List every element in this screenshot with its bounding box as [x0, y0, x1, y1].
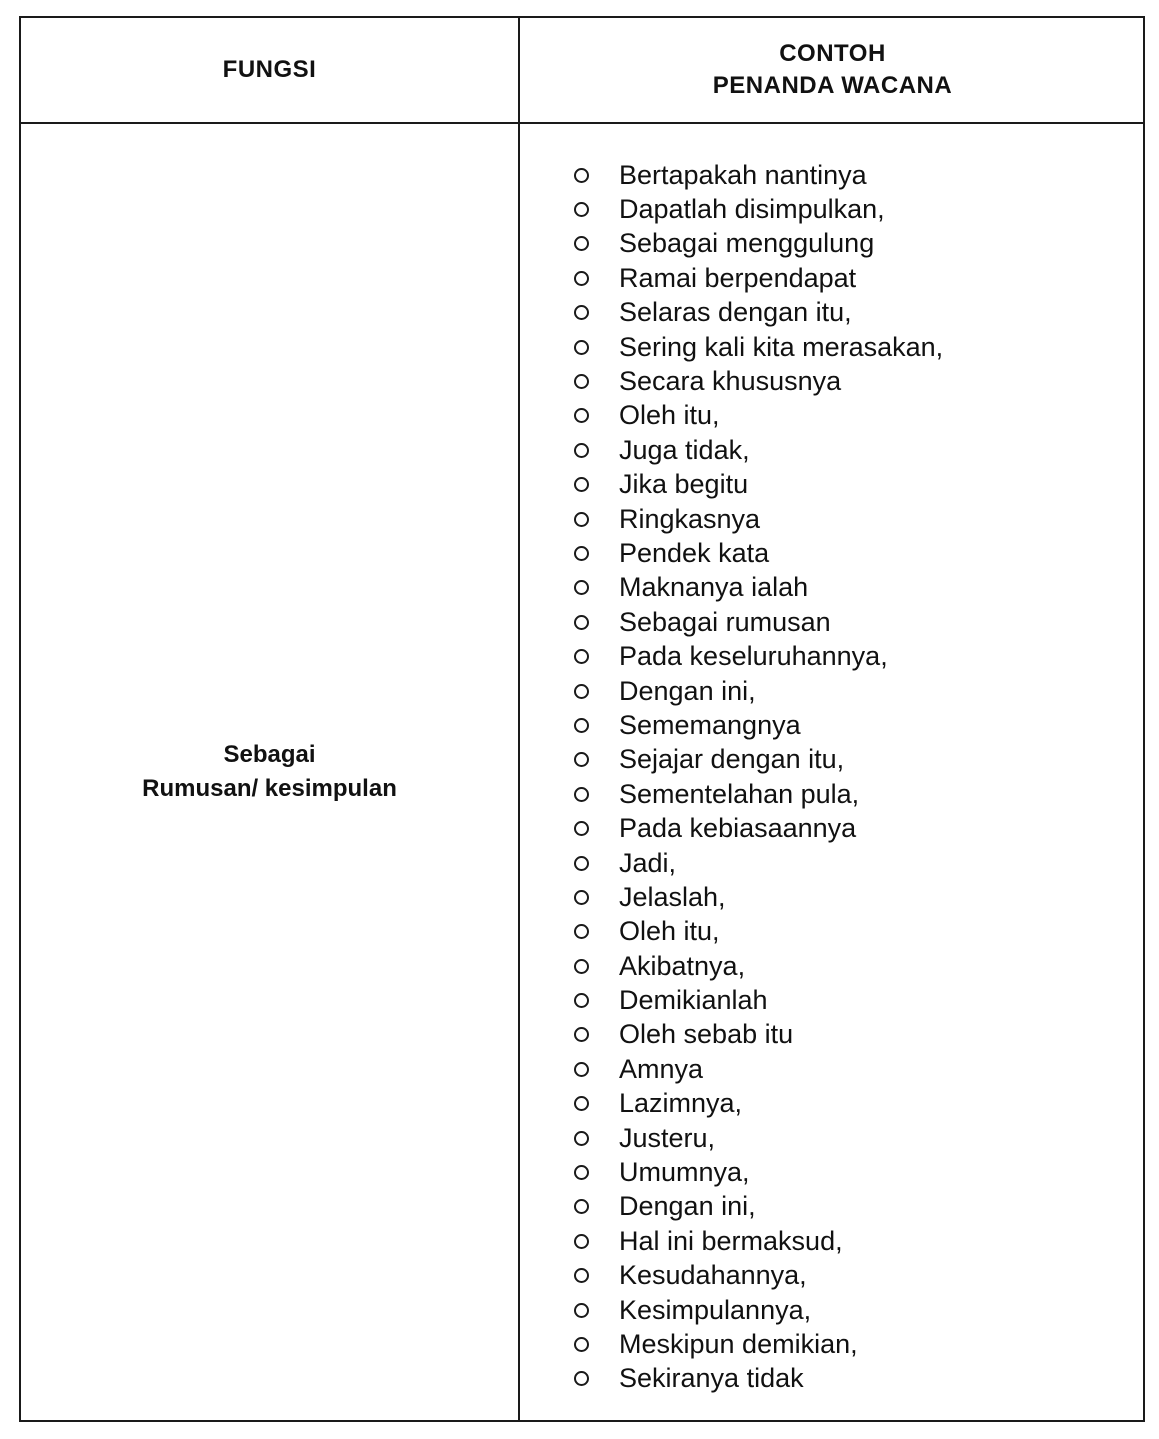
list-item	[574, 949, 943, 983]
marker-label: Oleh sebab itu	[619, 1019, 794, 1050]
list-item	[574, 1155, 943, 1189]
list-item	[574, 1121, 943, 1155]
list-item	[574, 1259, 943, 1293]
list-item	[574, 571, 943, 605]
list-item	[574, 158, 943, 192]
hollow-circle-bullet-icon	[574, 993, 589, 1008]
marker-label: Oleh itu,	[619, 916, 720, 947]
hollow-circle-bullet-icon	[574, 1165, 589, 1180]
hollow-circle-bullet-icon	[574, 890, 589, 905]
marker-label: Sejajar dengan itu,	[619, 744, 845, 775]
hollow-circle-bullet-icon	[574, 615, 589, 630]
hollow-circle-bullet-icon	[574, 236, 589, 251]
hollow-circle-bullet-icon	[574, 408, 589, 423]
fungsi-line1: Sebagai	[223, 741, 316, 768]
marker-label: Kesudahannya,	[619, 1260, 807, 1291]
hollow-circle-bullet-icon	[574, 1371, 589, 1386]
header-contoh-line2: PENANDA WACANA	[712, 72, 953, 99]
hollow-circle-bullet-icon	[574, 1027, 589, 1042]
marker-label: Justeru,	[619, 1122, 716, 1153]
list-item	[574, 536, 943, 570]
hollow-circle-bullet-icon	[574, 924, 589, 939]
marker-label: Sering kali kita merasakan,	[619, 331, 944, 362]
list-item	[574, 261, 943, 295]
fungsi-line2: Rumusan/ kesimpulan	[142, 775, 397, 802]
marker-label: Jadi,	[619, 847, 677, 878]
marker-label: Jelaslah,	[619, 881, 726, 912]
list-item	[574, 1052, 943, 1086]
marker-label: Umumnya,	[619, 1157, 750, 1188]
hollow-circle-bullet-icon	[574, 1303, 589, 1318]
list-item	[574, 502, 943, 536]
hollow-circle-bullet-icon	[574, 718, 589, 733]
header-contoh	[520, 18, 1145, 122]
hollow-circle-bullet-icon	[574, 1337, 589, 1352]
list-item	[574, 192, 943, 226]
hollow-circle-bullet-icon	[574, 546, 589, 561]
hollow-circle-bullet-icon	[574, 684, 589, 699]
list-item	[574, 708, 943, 742]
list-item	[574, 674, 943, 708]
hollow-circle-bullet-icon	[574, 1096, 589, 1111]
marker-label: Akibatnya,	[619, 950, 746, 981]
list-item	[574, 364, 943, 398]
marker-label: Secara khususnya	[619, 366, 842, 397]
marker-label: Jika begitu	[619, 469, 749, 500]
hollow-circle-bullet-icon	[574, 821, 589, 836]
column-divider	[518, 18, 520, 1420]
hollow-circle-bullet-icon	[574, 752, 589, 767]
marker-label: Selaras dengan itu,	[619, 297, 852, 328]
hollow-circle-bullet-icon	[574, 305, 589, 320]
marker-label: Oleh itu,	[619, 400, 720, 431]
list-item	[574, 777, 943, 811]
hollow-circle-bullet-icon	[574, 271, 589, 286]
marker-label: Meskipun demikian,	[619, 1328, 858, 1359]
hollow-circle-bullet-icon	[574, 580, 589, 595]
hollow-circle-bullet-icon	[574, 477, 589, 492]
marker-list	[574, 158, 943, 1396]
marker-label: Demikianlah	[619, 985, 768, 1016]
list-item	[574, 399, 943, 433]
marker-label: Sebagai rumusan	[619, 606, 831, 637]
marker-label: Sekiranya tidak	[619, 1363, 804, 1394]
marker-label: Amnya	[619, 1053, 704, 1084]
hollow-circle-bullet-icon	[574, 374, 589, 389]
list-item	[574, 296, 943, 330]
marker-label: Lazimnya,	[619, 1088, 743, 1119]
hollow-circle-bullet-icon	[574, 512, 589, 527]
hollow-circle-bullet-icon	[574, 1062, 589, 1077]
header-fungsi-label: FUNGSI	[222, 56, 317, 83]
header-fungsi	[21, 18, 518, 122]
list-item	[574, 330, 943, 364]
discourse-marker-table	[19, 16, 1145, 1422]
hollow-circle-bullet-icon	[574, 1234, 589, 1249]
marker-label: Sebagai menggulung	[619, 228, 875, 259]
list-item	[574, 1224, 943, 1258]
marker-label: Dengan ini,	[619, 1191, 756, 1222]
list-item	[574, 1293, 943, 1327]
list-item	[574, 605, 943, 639]
hollow-circle-bullet-icon	[574, 856, 589, 871]
hollow-circle-bullet-icon	[574, 340, 589, 355]
list-item	[574, 846, 943, 880]
list-item	[574, 743, 943, 777]
hollow-circle-bullet-icon	[574, 1131, 589, 1146]
list-item	[574, 880, 943, 914]
marker-label: Pada keseluruhannya,	[619, 641, 888, 672]
hollow-circle-bullet-icon	[574, 649, 589, 664]
marker-label: Sememangnya	[619, 709, 801, 740]
list-item	[574, 468, 943, 502]
marker-label: Ramai berpendapat	[619, 262, 857, 293]
marker-label: Pada kebiasaannya	[619, 813, 857, 844]
hollow-circle-bullet-icon	[574, 443, 589, 458]
marker-label: Sementelahan pula,	[619, 778, 860, 809]
list-item	[574, 915, 943, 949]
marker-label: Kesimpulannya,	[619, 1294, 812, 1325]
list-item	[574, 1190, 943, 1224]
marker-label: Hal ini bermaksud,	[619, 1225, 843, 1256]
list-item	[574, 1327, 943, 1361]
marker-label: Juga tidak,	[619, 434, 750, 465]
list-item	[574, 639, 943, 673]
fungsi-cell	[21, 124, 518, 1420]
marker-label: Pendek kata	[619, 537, 770, 568]
hollow-circle-bullet-icon	[574, 787, 589, 802]
marker-label: Maknanya ialah	[619, 572, 809, 603]
marker-label: Bertapakah nantinya	[619, 159, 867, 190]
hollow-circle-bullet-icon	[574, 168, 589, 183]
marker-label: Dengan ini,	[619, 675, 756, 706]
list-item	[574, 227, 943, 261]
list-item	[574, 433, 943, 467]
list-item	[574, 811, 943, 845]
list-item	[574, 983, 943, 1017]
marker-label: Dapatlah disimpulkan,	[619, 194, 885, 225]
hollow-circle-bullet-icon	[574, 1199, 589, 1214]
list-item	[574, 1362, 943, 1396]
list-item	[574, 1087, 943, 1121]
header-contoh-line1: CONTOH	[779, 40, 886, 67]
marker-label: Ringkasnya	[619, 503, 761, 534]
hollow-circle-bullet-icon	[574, 959, 589, 974]
hollow-circle-bullet-icon	[574, 202, 589, 217]
list-item	[574, 1018, 943, 1052]
hollow-circle-bullet-icon	[574, 1268, 589, 1283]
